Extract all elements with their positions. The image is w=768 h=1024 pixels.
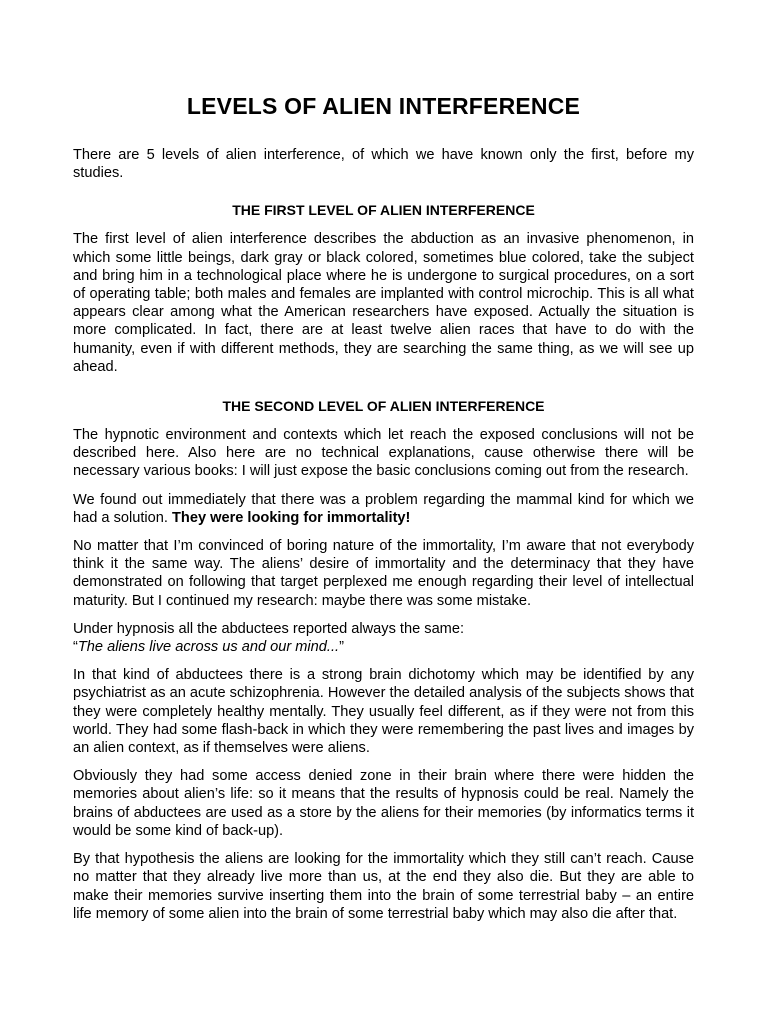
paragraph-text: We found out immediately that there was a problem regarding the mammal kind for which we had a solution. xyxy=(73,491,694,526)
section-heading-second-level: THE SECOND LEVEL OF ALIEN INTERFERENCE xyxy=(222,398,545,415)
open-quote: “ xyxy=(73,639,78,656)
section-heading-first-level: THE FIRST LEVEL OF ALIEN INTERFERENCE xyxy=(232,202,535,219)
second-level-paragraph-4 xyxy=(73,620,694,656)
second-level-paragraph-5: In that kind of abductees there is a strong brain dichotomy which may be identified by any psychiatrist as an acute schizophrenia. However the detailed analysis of the subjects shows that they were completely healthy mentally. They usually feel different, as if they were not from this world. They had some flash-back in which they were remembering the past lives and images by an alien context, as if themselves were aliens. xyxy=(73,667,694,757)
first-level-paragraph: The first level of alien interference describes the abduction as an invasive phenomenon, in which some little beings, dark gray or black colored, sometimes blue colored, take the subject and bring him in a technological place where he is undergone to surgical procedures, on a sort of operating table; both males and females are implanted with control microchip. This is all what appears clear among what the American researchers have exposed. Actually the situation is more complicated. In fact, there are at least twelve alien races that have to do with the humanity, even if with different methods, they are searching the same thing, as we will see up ahead. xyxy=(73,231,694,375)
document-title: LEVELS OF ALIEN INTERFERENCE xyxy=(186,93,581,119)
quoted-text: The aliens live across us and our mind... xyxy=(77,639,340,656)
second-level-paragraph-3: No matter that I’m convinced of boring nature of the immortality, I’m aware that not everybody think it the same way. The aliens’ desire of immortality and the determinacy that they have demonstrated on following that target perplexed me enough regarding their level of intellectual maturity. But I continued my research: maybe there was some mistake. xyxy=(73,538,694,609)
document-page xyxy=(73,92,694,923)
intro-paragraph: There are 5 levels of alien interference, of which we have known only the first, before my studies. xyxy=(73,147,694,182)
second-level-paragraph-1: The hypnotic environment and contexts which let reach the exposed conclusions will not be described here. Also here are no technical explanations, cause otherwise there will be necessary various books: I will just expose the basic conclusions coming out from the research. xyxy=(73,427,694,480)
hypnosis-line: Under hypnosis all the abductees reported always the same: xyxy=(73,620,465,637)
second-level-paragraph-6: Obviously they had some access denied zone in their brain where there were hidden the memories about alien’s life: so it means that the results of hypnosis could be real. Namely the brains of abductees are used as a store by the aliens for their memories (by informatics terms it would be some kind of back-up). xyxy=(73,768,694,839)
emphasis-text: They were looking for immortality! xyxy=(172,509,411,526)
close-quote: ” xyxy=(339,639,344,656)
second-level-paragraph-2 xyxy=(73,491,694,527)
second-level-paragraph-7: By that hypothesis the aliens are looking for the immortality which they still can’t reach. Cause no matter that they already live more than us, at the end they also die. But they are able to make their memories survive inserting them into the brain of some terrestrial baby – an entire life memory of some alien into the brain of some terrestrial baby which may also die after that. xyxy=(73,851,694,922)
